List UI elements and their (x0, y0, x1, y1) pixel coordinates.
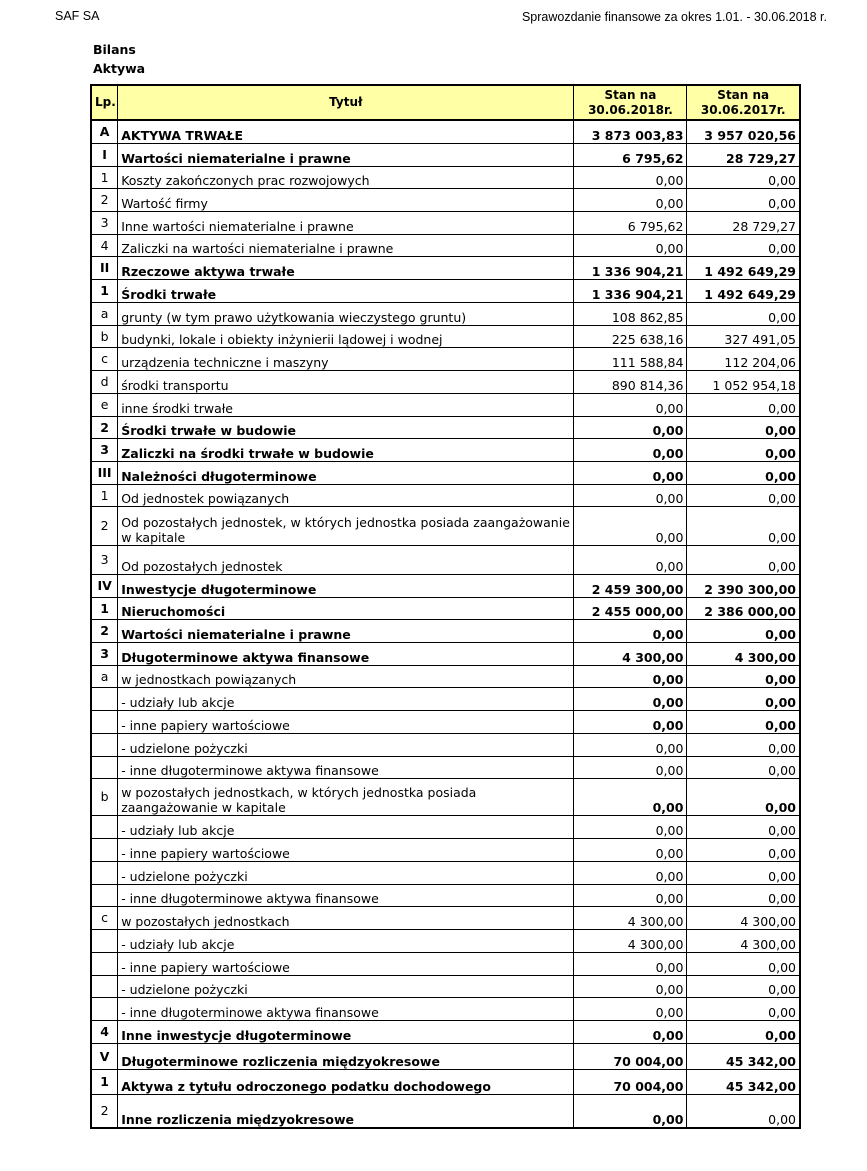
row-value-2018: 0,00 (574, 545, 687, 574)
table-row (91, 642, 800, 665)
row-title: Wartości niematerialne i prawne (118, 619, 574, 642)
row-value-2017: 0,00 (687, 710, 800, 733)
row-value-2017: 0,00 (687, 545, 800, 574)
table-row (91, 756, 800, 778)
row-title: Inne rozliczenia międzyokresowe (118, 1094, 574, 1128)
table-row (91, 188, 800, 211)
row-value-2018: 0,00 (574, 952, 687, 975)
row-value-2018: 111 588,84 (574, 347, 687, 370)
row-title: urządzenia techniczne i maszyny (118, 347, 574, 370)
row-value-2017: 0,00 (687, 884, 800, 906)
report-title: Sprawozdanie finansowe za okres 1.01. - 30.06.2018 r. (521, 10, 827, 24)
row-value-2017: 0,00 (687, 665, 800, 687)
table-row (91, 279, 800, 302)
table-row (91, 325, 800, 347)
table-row (91, 710, 800, 733)
table-row (91, 370, 800, 393)
row-title: - udziały lub akcje (118, 815, 574, 838)
row-value-2017: 0,00 (687, 733, 800, 756)
row-title: środki transportu (118, 370, 574, 393)
row-lp: 1 (91, 597, 118, 619)
row-value-2018: 1 336 904,21 (574, 256, 687, 279)
row-value-2017: 4 300,00 (687, 906, 800, 929)
row-title: Długoterminowe rozliczenia międzyokresowe (118, 1043, 574, 1069)
row-title: Aktywa z tytułu odroczonego podatku dochodowego (118, 1069, 574, 1094)
row-lp (91, 838, 118, 861)
row-title: Inne wartości niematerialne i prawne (118, 211, 574, 234)
row-lp: 4 (91, 1020, 118, 1043)
row-value-2018: 0,00 (574, 665, 687, 687)
row-value-2017: 0,00 (687, 234, 800, 256)
row-value-2017: 112 204,06 (687, 347, 800, 370)
table-row (91, 929, 800, 952)
row-value-2017: 1 052 954,18 (687, 370, 800, 393)
row-value-2018: 0,00 (574, 1094, 687, 1128)
row-value-2018: 0,00 (574, 188, 687, 211)
row-title: - inne długoterminowe aktywa finansowe (118, 997, 574, 1020)
table-row (91, 545, 800, 574)
row-title: Wartość firmy (118, 188, 574, 211)
table-row (91, 416, 800, 438)
row-value-2018: 4 300,00 (574, 929, 687, 952)
table-row (91, 256, 800, 279)
table-row (91, 733, 800, 756)
row-title: - inne papiery wartościowe (118, 838, 574, 861)
row-lp: 3 (91, 642, 118, 665)
section-subtitle: Aktywa (93, 61, 146, 76)
row-value-2018: 0,00 (574, 838, 687, 861)
row-value-2018: 0,00 (574, 997, 687, 1020)
row-lp: c (91, 906, 118, 929)
table-row (91, 302, 800, 325)
column-header-value-2017-line1: Stan na (717, 87, 770, 102)
row-value-2017: 0,00 (687, 952, 800, 975)
row-value-2017: 1 492 649,29 (687, 256, 800, 279)
row-value-2018: 70 004,00 (574, 1043, 687, 1069)
row-value-2017: 28 729,27 (687, 143, 800, 166)
row-title: AKTYWA TRWAŁE (118, 120, 574, 143)
row-lp: b (91, 325, 118, 347)
table-row (91, 975, 800, 997)
row-value-2017: 0,00 (687, 778, 800, 815)
table-row (91, 815, 800, 838)
row-value-2018: 0,00 (574, 393, 687, 416)
row-value-2017: 0,00 (687, 302, 800, 325)
table-row (91, 484, 800, 506)
row-lp: 3 (91, 438, 118, 461)
table-row (91, 861, 800, 884)
row-title: Rzeczowe aktywa trwałe (118, 256, 574, 279)
table-row (91, 1069, 800, 1094)
table-body (91, 120, 800, 1128)
row-value-2018: 4 300,00 (574, 906, 687, 929)
row-value-2017: 327 491,05 (687, 325, 800, 347)
row-value-2017: 0,00 (687, 506, 800, 545)
table-row (91, 393, 800, 416)
row-value-2018: 0,00 (574, 778, 687, 815)
row-lp (91, 884, 118, 906)
table-row (91, 438, 800, 461)
table-row (91, 211, 800, 234)
row-title: Długoterminowe aktywa finansowe (118, 642, 574, 665)
row-value-2018: 0,00 (574, 234, 687, 256)
row-lp: c (91, 347, 118, 370)
row-value-2018: 0,00 (574, 416, 687, 438)
row-value-2018: 890 814,36 (574, 370, 687, 393)
table-row (91, 778, 800, 815)
row-lp (91, 815, 118, 838)
row-lp: a (91, 665, 118, 687)
row-title: - udzielone pożyczki (118, 975, 574, 997)
table-row (91, 597, 800, 619)
row-value-2017: 45 342,00 (687, 1043, 800, 1069)
row-value-2017: 2 390 300,00 (687, 574, 800, 597)
table-row (91, 1043, 800, 1069)
row-title: w jednostkach powiązanych (118, 665, 574, 687)
row-lp: IV (91, 574, 118, 597)
column-header-value-2018 (574, 85, 687, 120)
row-value-2017: 4 300,00 (687, 929, 800, 952)
row-value-2018: 0,00 (574, 438, 687, 461)
column-header-value-2017 (687, 85, 800, 120)
row-lp: e (91, 393, 118, 416)
row-lp: 2 (91, 506, 118, 545)
balance-sheet-table (90, 84, 801, 1129)
table-row (91, 347, 800, 370)
row-value-2017: 0,00 (687, 438, 800, 461)
row-title: - udziały lub akcje (118, 929, 574, 952)
row-value-2017: 0,00 (687, 815, 800, 838)
row-lp: 1 (91, 279, 118, 302)
row-value-2018: 0,00 (574, 687, 687, 710)
row-value-2017: 0,00 (687, 687, 800, 710)
row-title: Środki trwałe (118, 279, 574, 302)
row-value-2017: 0,00 (687, 997, 800, 1020)
row-title: - udziały lub akcje (118, 687, 574, 710)
row-value-2018: 0,00 (574, 484, 687, 506)
table-row (91, 143, 800, 166)
row-lp: III (91, 461, 118, 484)
table-row (91, 1020, 800, 1043)
row-lp: A (91, 120, 118, 143)
row-title: w pozostałych jednostkach (118, 906, 574, 929)
table-row (91, 838, 800, 861)
row-value-2018: 4 300,00 (574, 642, 687, 665)
row-title: Od jednostek powiązanych (118, 484, 574, 506)
row-title: Nieruchomości (118, 597, 574, 619)
row-value-2017: 4 300,00 (687, 642, 800, 665)
row-lp: I (91, 143, 118, 166)
row-lp (91, 975, 118, 997)
row-lp (91, 710, 118, 733)
row-value-2017: 0,00 (687, 619, 800, 642)
row-lp: 4 (91, 234, 118, 256)
row-lp: 1 (91, 484, 118, 506)
row-title: Środki trwałe w budowie (118, 416, 574, 438)
row-title: - udzielone pożyczki (118, 861, 574, 884)
row-title: Od pozostałych jednostek, w których jednostka posiada zaangażowanie w kapitale (118, 506, 574, 545)
table-row (91, 619, 800, 642)
row-value-2017: 0,00 (687, 1094, 800, 1128)
row-value-2018: 2 455 000,00 (574, 597, 687, 619)
table-row (91, 461, 800, 484)
row-lp: 2 (91, 416, 118, 438)
row-title: Koszty zakończonych prac rozwojowych (118, 166, 574, 188)
row-value-2018: 2 459 300,00 (574, 574, 687, 597)
row-value-2017: 0,00 (687, 975, 800, 997)
row-value-2017: 0,00 (687, 461, 800, 484)
row-title: budynki, lokale i obiekty inżynierii lądowej i wodnej (118, 325, 574, 347)
row-lp: 2 (91, 619, 118, 642)
row-value-2018: 0,00 (574, 861, 687, 884)
row-title: - udzielone pożyczki (118, 733, 574, 756)
row-value-2018: 0,00 (574, 1020, 687, 1043)
table-row (91, 166, 800, 188)
row-title: inne środki trwałe (118, 393, 574, 416)
row-value-2017: 28 729,27 (687, 211, 800, 234)
row-value-2018: 0,00 (574, 710, 687, 733)
table-row (91, 1094, 800, 1128)
table-row (91, 506, 800, 545)
row-value-2018: 225 638,16 (574, 325, 687, 347)
row-lp (91, 997, 118, 1020)
row-title: grunty (w tym prawo użytkowania wieczystego gruntu) (118, 302, 574, 325)
row-lp: b (91, 778, 118, 815)
row-value-2017: 45 342,00 (687, 1069, 800, 1094)
row-value-2018: 1 336 904,21 (574, 279, 687, 302)
table-header-row (91, 85, 800, 120)
table-row (91, 884, 800, 906)
row-title: Inne inwestycje długoterminowe (118, 1020, 574, 1043)
row-lp: 1 (91, 166, 118, 188)
row-value-2018: 0,00 (574, 461, 687, 484)
row-value-2018: 108 862,85 (574, 302, 687, 325)
row-value-2018: 0,00 (574, 166, 687, 188)
row-value-2018: 0,00 (574, 733, 687, 756)
row-value-2017: 0,00 (687, 838, 800, 861)
row-lp: d (91, 370, 118, 393)
row-lp: II (91, 256, 118, 279)
column-header-lp: Lp. (91, 85, 118, 120)
row-value-2018: 0,00 (574, 884, 687, 906)
table-row (91, 665, 800, 687)
row-title: Wartości niematerialne i prawne (118, 143, 574, 166)
row-title: w pozostałych jednostkach, w których jednostka posiada zaangażowanie w kapitale (118, 778, 574, 815)
column-header-title: Tytuł (118, 85, 574, 120)
row-value-2017: 2 386 000,00 (687, 597, 800, 619)
row-value-2017: 0,00 (687, 188, 800, 211)
row-title: Zaliczki na środki trwałe w budowie (118, 438, 574, 461)
row-title: Zaliczki na wartości niematerialne i prawne (118, 234, 574, 256)
row-title: Należności długoterminowe (118, 461, 574, 484)
row-value-2017: 0,00 (687, 416, 800, 438)
row-value-2017: 0,00 (687, 484, 800, 506)
row-title: - inne papiery wartościowe (118, 710, 574, 733)
row-value-2018: 3 873 003,83 (574, 120, 687, 143)
row-title: - inne długoterminowe aktywa finansowe (118, 884, 574, 906)
table-row (91, 952, 800, 975)
row-value-2018: 0,00 (574, 815, 687, 838)
table-row (91, 997, 800, 1020)
column-header-value-2018-line1: Stan na (604, 87, 657, 102)
column-header-value-2018-line2: 30.06.2018r. (588, 102, 673, 117)
row-value-2018: 0,00 (574, 756, 687, 778)
row-value-2018: 0,00 (574, 619, 687, 642)
row-lp (91, 756, 118, 778)
row-value-2017: 0,00 (687, 756, 800, 778)
row-value-2017: 0,00 (687, 166, 800, 188)
row-value-2017: 0,00 (687, 861, 800, 884)
row-value-2017: 0,00 (687, 393, 800, 416)
row-lp: V (91, 1043, 118, 1069)
row-lp (91, 929, 118, 952)
row-lp (91, 952, 118, 975)
row-title: - inne papiery wartościowe (118, 952, 574, 975)
row-lp: 3 (91, 545, 118, 574)
row-lp: 2 (91, 188, 118, 211)
row-value-2018: 70 004,00 (574, 1069, 687, 1094)
row-value-2017: 3 957 020,56 (687, 120, 800, 143)
table-row (91, 234, 800, 256)
row-title: - inne długoterminowe aktywa finansowe (118, 756, 574, 778)
row-value-2018: 6 795,62 (574, 143, 687, 166)
column-header-value-2017-line2: 30.06.2017r. (700, 102, 786, 117)
row-lp: a (91, 302, 118, 325)
row-lp (91, 861, 118, 884)
section-title: Bilans (93, 42, 136, 57)
row-lp (91, 733, 118, 756)
row-title: Od pozostałych jednostek (118, 545, 574, 574)
row-value-2017: 0,00 (687, 1020, 800, 1043)
row-value-2018: 6 795,62 (574, 211, 687, 234)
row-value-2018: 0,00 (574, 506, 687, 545)
table-row (91, 574, 800, 597)
table-row (91, 687, 800, 710)
row-lp (91, 687, 118, 710)
row-lp: 2 (91, 1094, 118, 1128)
row-value-2018: 0,00 (574, 975, 687, 997)
row-lp: 3 (91, 211, 118, 234)
row-title: Inwestycje długoterminowe (118, 574, 574, 597)
company-name: SAF SA (55, 9, 100, 23)
table-row (91, 120, 800, 143)
row-value-2017: 1 492 649,29 (687, 279, 800, 302)
row-lp: 1 (91, 1069, 118, 1094)
table-row (91, 906, 800, 929)
